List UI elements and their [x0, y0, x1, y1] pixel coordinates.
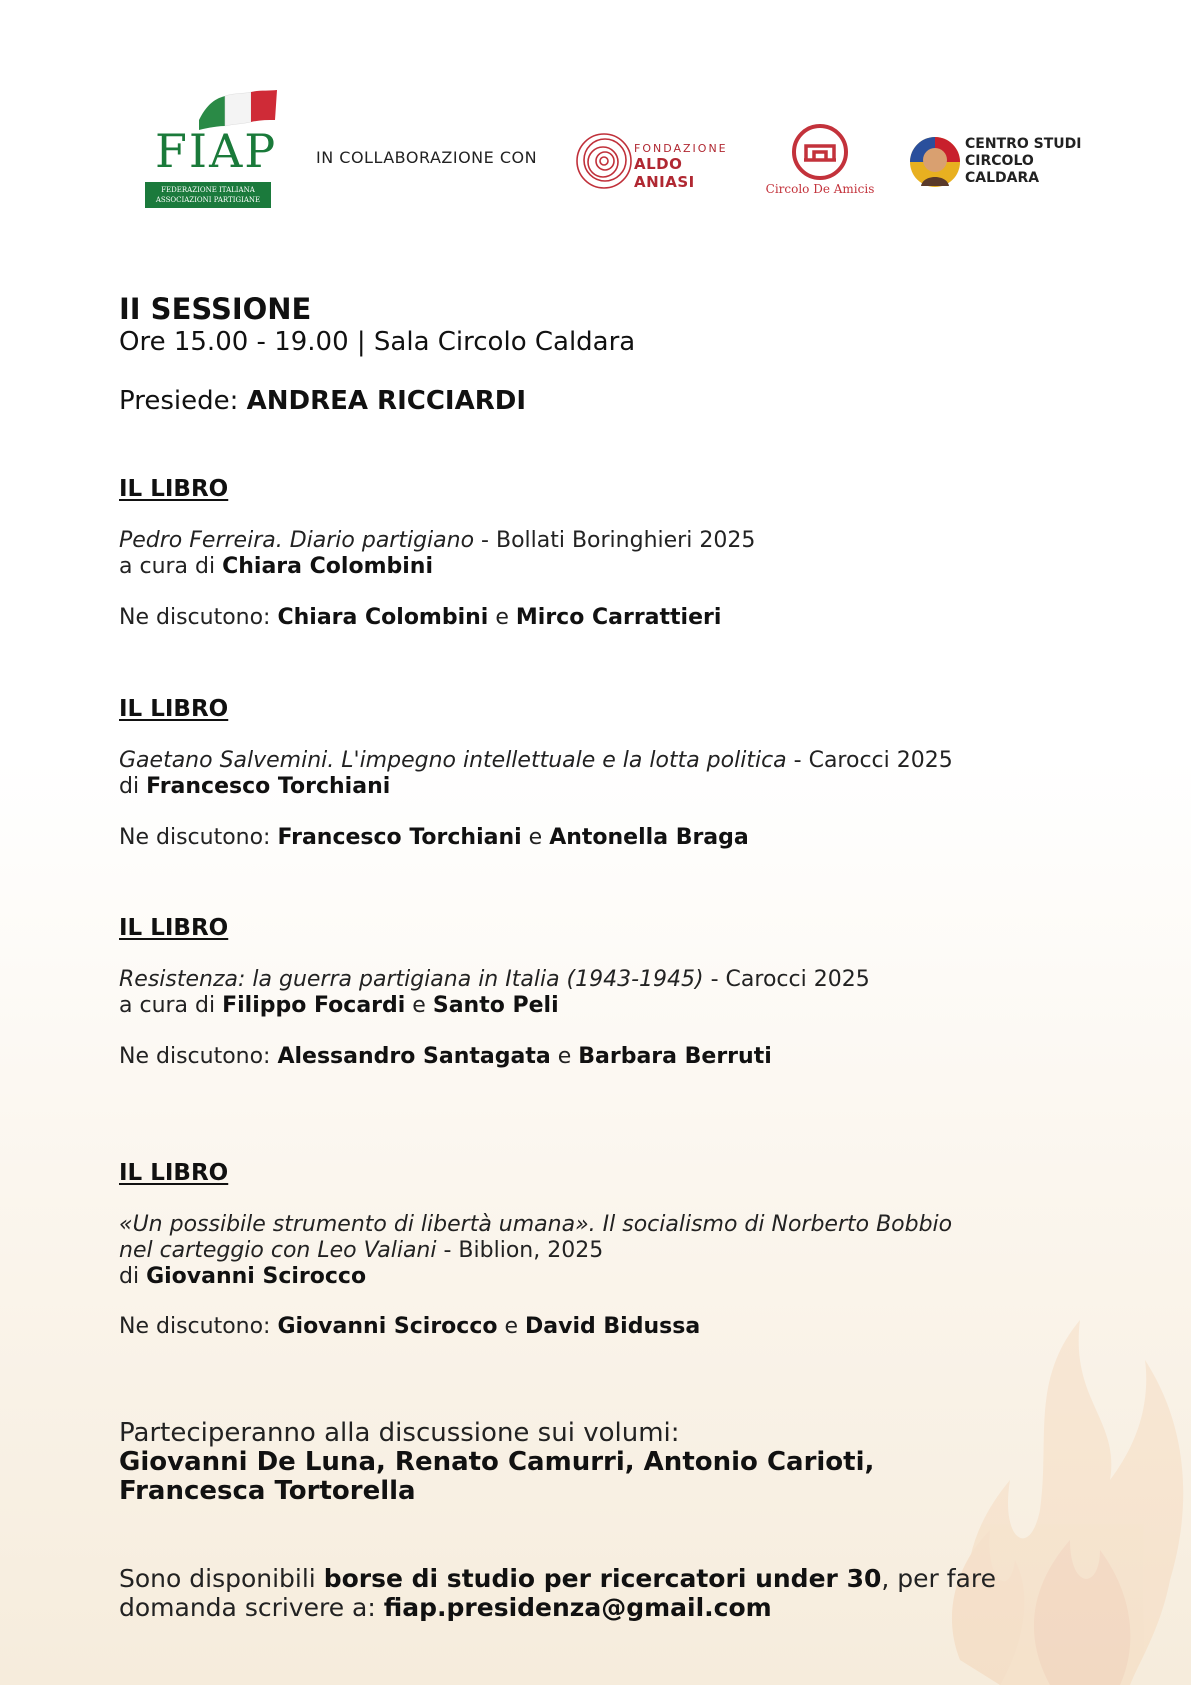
book-4-and: e [497, 1314, 526, 1339]
session-title: II SESSIONE [119, 292, 312, 326]
book-1-discussant-1: Chiara Colombini [277, 605, 489, 630]
book-4-discussant-2: David Bidussa [525, 1314, 701, 1339]
portrait-emblem-icon [909, 136, 961, 188]
spiral-icon [574, 128, 634, 194]
book-4-discussants [119, 1314, 700, 1339]
caldara-line1: CENTRO STUDI [965, 136, 1082, 152]
book-3-discussant-1: Alessandro Santagata [277, 1044, 551, 1069]
book-3-discussants-label: Ne discutono: [119, 1044, 278, 1069]
presiede-line [119, 386, 526, 416]
participants-line-2: Francesca Tortorella [119, 1476, 416, 1506]
scholarship-line-1 [119, 1564, 996, 1593]
book-2-discussants [119, 825, 749, 850]
fondazione-aniasi-logo [574, 128, 728, 194]
book-3-heading: IL LIBRO [119, 915, 229, 941]
book-1-publisher: - Bollati Boringhieri 2025 [474, 528, 756, 553]
book-3-title: Resistenza: la guerra partigiana in Italia (1943-1945) [119, 967, 704, 992]
book-3-editor-and: e [405, 993, 433, 1018]
scholarship-post: , per fare [881, 1564, 996, 1593]
aniasi-line1: FONDAZIONE [634, 142, 728, 155]
book-3-editor-2: Santo Peli [432, 993, 559, 1018]
book-3-editor-1: Filippo Focardi [222, 993, 406, 1018]
book-4-editor: Giovanni Scirocco [146, 1264, 367, 1289]
book-3-discussants [119, 1044, 772, 1069]
de-amicis-emblem-icon [790, 124, 850, 180]
book-3-publisher: - Carocci 2025 [703, 967, 870, 992]
fiap-letters: FIAP [155, 124, 278, 178]
book-2-heading: IL LIBRO [119, 696, 229, 722]
caldara-line2: CIRCOLO [965, 153, 1034, 169]
book-2-title: Gaetano Salvemini. L'impegno intellettuale e la lotta politica [119, 748, 787, 773]
book-4-discussants-label: Ne discutono: [119, 1314, 278, 1339]
circolo-de-amicis-logo [760, 124, 880, 200]
book-1-discussants-label: Ne discutono: [119, 605, 278, 630]
book-1-editor-prefix: a cura di [119, 554, 223, 579]
participants-names [119, 1448, 874, 1506]
scholarship-bold: borse di studio per ricercatori under 30 [323, 1564, 882, 1593]
participants-intro: Parteciperanno alla discussione sui volumi: [119, 1418, 680, 1448]
book-2-discussant-2: Antonella Braga [549, 825, 749, 850]
book-4-title-1: «Un possibile strumento di libertà umana». Il socialismo di Norberto Bobbio [119, 1212, 953, 1237]
centro-studi-caldara-logo [909, 136, 1099, 192]
book-4-editor-line [119, 1264, 366, 1289]
book-4-discussant-1: Giovanni Scirocco [277, 1314, 498, 1339]
book-2-discussants-label: Ne discutono: [119, 825, 278, 850]
collaboration-label: IN COLLABORAZIONE CON [316, 148, 538, 167]
participants-line-1: Giovanni De Luna, Renato Camurri, Antonio Carioti, [119, 1447, 875, 1477]
book-1-title: Pedro Ferreira. Diario partigiano [119, 528, 475, 553]
book-3-editor-line [119, 993, 559, 1018]
book-4-editor-prefix: di [119, 1264, 147, 1289]
session-time: Ore 15.00 - 19.00 | Sala Circolo Caldara [119, 327, 636, 357]
book-1-discussant-2: Mirco Carrattieri [515, 605, 722, 630]
presiede-label: Presiede: [119, 386, 247, 416]
book-2-discussant-1: Francesco Torchiani [277, 825, 522, 850]
book-3-and: e [550, 1044, 579, 1069]
fiap-logo [143, 90, 278, 210]
book-3-editor-prefix: a cura di [119, 993, 223, 1018]
scholarship-line-2 [119, 1593, 996, 1622]
scholarship-notice [119, 1564, 996, 1622]
book-1-title-line [119, 528, 755, 553]
fiap-band [145, 182, 271, 208]
book-2-title-line [119, 748, 953, 773]
scholarship-line2-pre: domanda scrivere a: [119, 1593, 384, 1622]
book-2-and: e [521, 825, 550, 850]
contact-email[interactable]: fiap.presidenza@gmail.com [383, 1593, 772, 1622]
book-2-editor-prefix: di [119, 774, 147, 799]
de-amicis-label: Circolo De Amicis [765, 182, 875, 196]
book-2-editor: Francesco Torchiani [146, 774, 391, 799]
fiap-band-line1: FEDERAZIONE ITALIANA [161, 186, 255, 194]
book-2-editor-line [119, 774, 390, 799]
aniasi-line2: ALDO ANIASI [634, 155, 695, 191]
book-1-discussants [119, 605, 721, 630]
presiede-name: ANDREA RICCIARDI [246, 386, 526, 416]
scholarship-pre: Sono disponibili [119, 1564, 324, 1593]
book-4-heading: IL LIBRO [119, 1160, 229, 1186]
book-3-title-line [119, 967, 870, 992]
book-3-discussant-2: Barbara Berruti [578, 1044, 772, 1069]
book-1-heading: IL LIBRO [119, 476, 229, 502]
book-1-and: e [488, 605, 516, 630]
book-1-editor: Chiara Colombini [222, 554, 433, 579]
caldara-line3: CALDARA [965, 170, 1040, 186]
book-4-title-line-2 [119, 1238, 603, 1263]
book-4-title-line-1 [119, 1212, 952, 1237]
book-4-title-2: nel carteggio con Leo Valiani [119, 1238, 437, 1263]
book-4-publisher: - Biblion, 2025 [436, 1238, 604, 1263]
book-2-publisher: - Carocci 2025 [786, 748, 953, 773]
fiap-band-line2: ASSOCIAZIONI PARTIGIANE [155, 196, 261, 204]
book-1-editor-line [119, 554, 433, 579]
